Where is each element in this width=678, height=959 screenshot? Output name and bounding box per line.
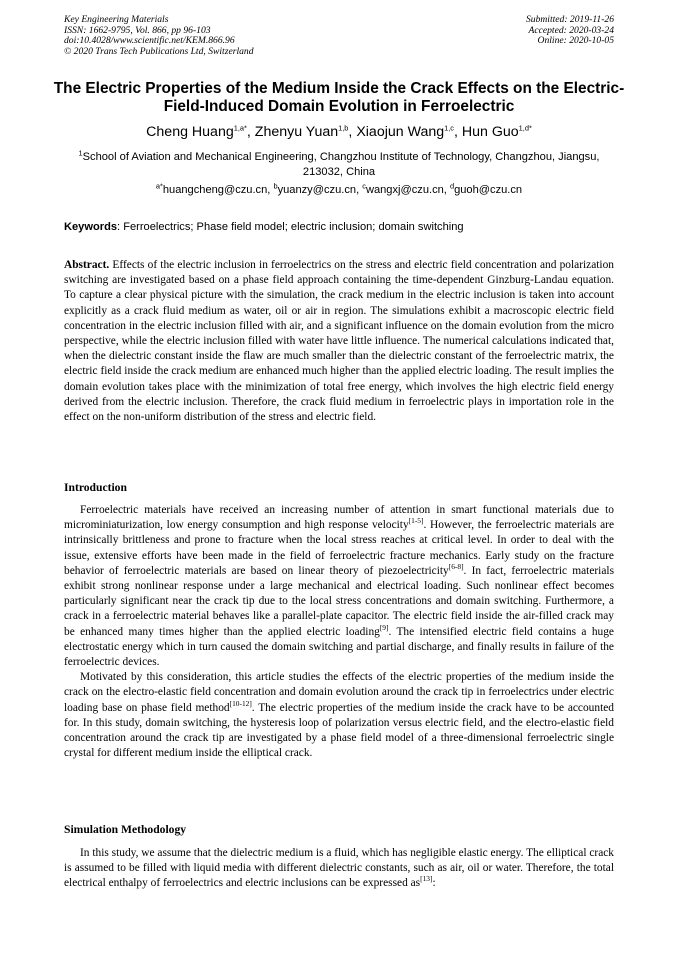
author-affil-mark: 1,c <box>444 123 454 133</box>
paragraph <box>64 503 614 670</box>
citation-ref: [13] <box>420 874 433 884</box>
email-mark: d <box>449 181 455 191</box>
abstract-label: Abstract. <box>64 259 110 271</box>
paragraph-text: : <box>432 877 436 890</box>
keywords-label: Keywords <box>64 221 118 233</box>
journal-copyright: © 2020 Trans Tech Publications Ltd, Switzerland <box>64 45 254 57</box>
submitted-date: Submitted: 2019-11-26 <box>525 14 614 25</box>
author-list: Cheng Huang$^{1,a*}$, Zhenyu Yuan$^{1,b}$, Xiaojun Wang$^{1,c}$, Hun Guo$^{1,d*}$ <box>146 123 532 140</box>
journal-header <box>64 15 254 57</box>
email-address: guoh@czu.cn <box>454 184 523 196</box>
affiliation <box>60 150 618 179</box>
paragraph-text: In this study, we assume that the dielectric medium is a fluid, which has negligible elastic energy. The elliptical crack is assumed to be filled with liquid media with different dielectric constants, such as air, oil or water. Therefore, the total electrical enthalpy of ferroelectrics and electric inclusions can be expressed as <box>64 847 614 890</box>
author-name: Xiaojun Wang <box>356 124 445 140</box>
citation-ref: [6-8] <box>448 562 464 572</box>
citation-ref: [9] <box>379 622 389 632</box>
keywords-text: : Ferroelectrics; Phase field model; electric inclusion; domain switching <box>117 221 464 233</box>
journal-doi: doi:10.4028/www.scientific.net/KEM.866.96 <box>64 35 235 47</box>
methodology-heading: Simulation Methodology <box>64 823 187 836</box>
accepted-date: Accepted: 2020-03-24 <box>528 24 614 36</box>
author-affil-mark: 1,b <box>338 123 349 133</box>
citation-ref: [1-5] <box>408 516 424 526</box>
email-list: $^{a*}$huangcheng@czu.cn, $^b$yuanzy@czu.cn, $^c$wangxj@czu.cn, $^d$guoh@czu.cn <box>155 181 523 196</box>
paragraph-text: . In fact, ferroelectric materials exhibit strong nonlinear response under a large mechanical and electrical loading. Such nonlinear effect becomes particularly significant near the crack tip due to the local stress concentrations and domain switching. Furthermore, a crack in a ferroelectric material behaves like a parallel-plate capacitor. The electric field inside the air-filled crack may be enhanced many times higher than the applied electric loading <box>64 564 614 638</box>
affiliation-mark: 1 <box>78 148 83 158</box>
email-mark: c <box>362 181 366 191</box>
abstract <box>64 258 614 425</box>
introduction-body <box>64 503 614 761</box>
author-name: Cheng Huang <box>146 124 234 140</box>
paragraph-text: . However, the ferroelectric materials are intrinsically brittleness and prone to fracture when the local stress reaches at critical level. In order to deal with the issue, extensive efforts have been made in the field of ferroelectric fracture mechanics. Early study on the fracture behavior of ferroelectric materials are based on linear theory of piezoelectricity <box>64 519 615 577</box>
methodology-body <box>64 846 614 892</box>
citation-ref: [10-12] <box>229 698 252 708</box>
journal-issn: ISSN: 1662-9795, Vol. 866, pp 96-103 <box>64 24 211 36</box>
paragraph <box>64 670 614 761</box>
paragraph-text: . The intensified electric field contains a huge electrostatic energy which in turn caused the domain switching and partial discharge, and finally results in failure of the ferroelectric devices. <box>64 625 614 669</box>
keywords <box>64 220 624 234</box>
introduction-heading: Introduction <box>64 481 127 494</box>
paragraph-text: . The electric properties of the medium inside the crack have to be accounted for. In this study, domain switching, the hysteresis loop of polarization versus electric field, and the electro-elastic field concentration around the crack tip are investigated by a phase field model of a three-dimensional ferroelectric single crystal for different medium inside the elliptical crack. <box>64 701 614 760</box>
author-affil-mark: 1,a* <box>233 123 247 133</box>
dates-header <box>526 15 614 47</box>
author-affil-mark: 1,d* <box>518 123 532 133</box>
email-mark: a* <box>155 181 163 191</box>
author-name: Zhenyu Yuan <box>254 124 339 140</box>
paper-title: The Electric Properties of the Medium Inside the Crack Effects on the Electric-Field-Induced Domain Evolution in Ferroelectric <box>53 80 625 115</box>
paragraph-text: Motivated by this consideration, this article studies the effects of the electric properties of the medium inside the crack on the electro-elastic field concentration and domain evolution around the crack tip in ferroelectrics under electric loading base on phase field method <box>64 671 614 714</box>
online-date: Online: 2020-10-05 <box>537 35 614 47</box>
author-name: Hun Guo <box>461 124 519 140</box>
journal-name: Key Engineering Materials <box>64 14 169 25</box>
paragraph-text: Ferroelectric materials have received an increasing number of attention in smart functional materials due to microminiaturization, low energy consumption and high response velocity <box>64 504 614 532</box>
affiliation-text: School of Aviation and Mechanical Engineering, Changzhou Institute of Technology, Changzhou, Jiangsu, 213032, China <box>82 151 600 178</box>
paragraph <box>64 846 614 892</box>
email-address: wangxj@czu.cn <box>365 184 444 196</box>
email-mark: b <box>273 181 278 191</box>
email-address: yuanzy@czu.cn <box>277 184 357 196</box>
abstract-text: Effects of the electric inclusion in ferroelectrics on the stress and electric field concentration and polarization switching are investigated based on a phase field approach containing the time-dependent Ginzburg-Landau equation. To capture a clear physical picture with the simulation, the crack medium in the electric inclusion is taken into account explicitly as a crack fluid medium as water, oil or air in region. The simulations exhibit a macroscopic electric field concentration in the electric inclusion filled with air, and a significant influence on the domain evolution from the micro perspective, while the electric inclusion filled with water have little influence. The numerical calculations indicated that, when the dielectric constant inside the flaw are much smaller than the dielectric constant of the ferroelectric matrix, the electric field inside the crack medium are enhanced much higher than the applied electric loading. The result implies the domain evolution takes place with the minimization of total free energy, which involves the high electric field energy derived from the electric inclusion. Therefore, the crack fluid medium in ferroelectric plays in importation role in the effect on the non-uniform distribution of the stress and electric field. <box>64 259 614 424</box>
email-address: huangcheng@czu.cn <box>162 184 268 196</box>
